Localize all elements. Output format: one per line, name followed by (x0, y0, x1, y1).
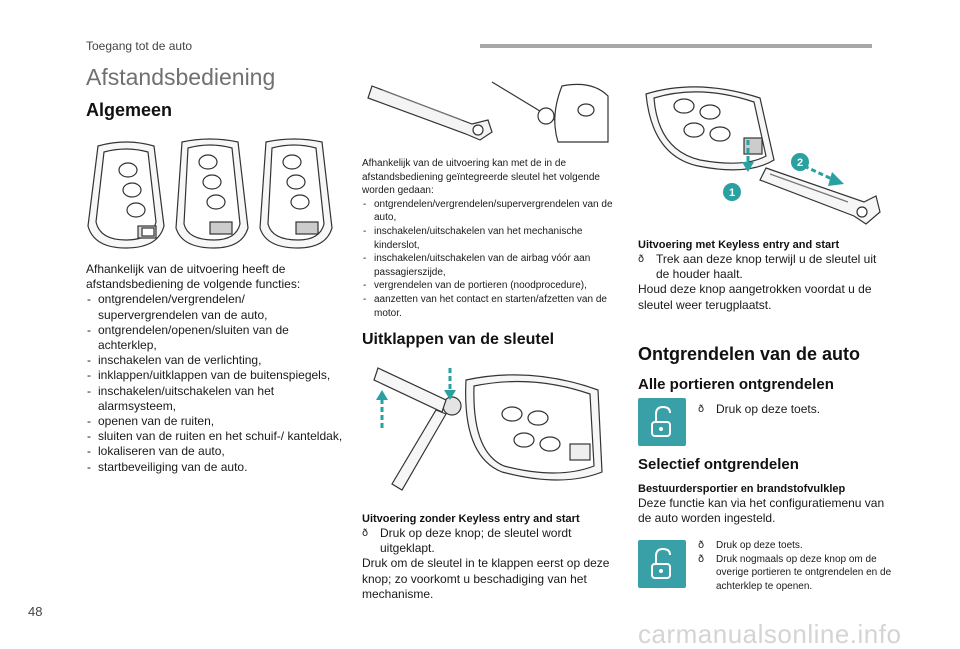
keyless-note: Houd deze knop aangetrokken voordat u de sleutel weer terugplaatst. (638, 282, 872, 312)
selective-label: Bestuurdersportier en brandstofvulklep (638, 483, 846, 495)
header-rule (480, 44, 872, 48)
key-blade-illustration (362, 76, 612, 148)
list-item: - inklappen/uitklappen van de buitenspiegels, (86, 368, 348, 383)
list-item: ð Druk nogmaals op deze knop om de overige portieren te ontgrendelen en de achterklep te openen. (698, 553, 894, 594)
key-unfold-illustration (362, 360, 612, 500)
unlock-button-illustration (638, 398, 686, 446)
list-item: - inschakelen/uitschakelen van het alarmsysteem, (86, 384, 348, 414)
intro-text: Afhankelijk van de uitvoering heeft de afstandsbediening de volgende functies: (86, 262, 301, 292)
remote-keys-icon (86, 136, 346, 251)
list-item: - ontgrendelen/vergrendelen/supervergrendelen van de auto, (362, 198, 614, 225)
step-list (362, 526, 624, 556)
section-uitklappen: Uitklappen van de sleutel (362, 331, 555, 348)
subsection-selectief: Selectief ontgrendelen (638, 456, 799, 473)
list-item: - ontgrendelen/openen/sluiten van de achterklep, (86, 323, 348, 353)
list-item: - startbeveiliging van de auto. (86, 460, 348, 475)
list-item: - inschakelen/uitschakelen van de airbag vóór aan passagierszijde, (362, 252, 614, 279)
page-title: Afstandsbediening (86, 64, 276, 90)
padlock-open-icon (638, 540, 686, 588)
selective-unlock-button-illustration (638, 540, 686, 588)
remote-keys-illustration (86, 136, 346, 251)
section-ontgrendelen: Ontgrendelen van de auto (638, 344, 861, 364)
function-list (86, 292, 348, 474)
list-item: - inschakelen/uitschakelen van het mechanische kinderslot, (362, 225, 614, 252)
list-item: - sluiten van de ruiten en het schuif-/ kanteldak, (86, 429, 348, 444)
list-item: - ontgrendelen/vergrendelen/ supervergrendelen van de auto, (86, 292, 348, 322)
callout-1: 1 (728, 187, 736, 199)
key-function-list (362, 198, 614, 320)
list-item: - vergrendelen van de portieren (noodprocedure), (362, 279, 614, 293)
sub2-step-list (698, 539, 894, 593)
key-intro-text: Afhankelijk van de uitvoering kan met de in de afstandsbediening geïntegreerde sleutel het volgende worden gedaan: (362, 158, 600, 197)
list-item: - inschakelen van de verlichting, (86, 353, 348, 368)
watermark: carmanualsonline.info (638, 619, 902, 649)
key-unfold-icon (362, 360, 612, 500)
sub1-step-list (698, 402, 888, 417)
list-item: - openen van de ruiten, (86, 414, 348, 429)
list-item: ð Druk op deze knop; de sleutel wordt uitgeklapt. (362, 526, 624, 556)
keyless-key-illustration (638, 76, 888, 234)
version-label-no-keyless: Uitvoering zonder Keyless entry and start (362, 513, 580, 525)
list-item: ð Druk op deze toets. (698, 402, 888, 417)
padlock-open-icon (638, 398, 686, 446)
page-number: 48 (28, 604, 43, 619)
keyless-key-icon (638, 76, 888, 234)
fold-note: Druk om de sleutel in te klappen eerst op deze knop; zo voorkomt u beschadiging van het mechanisme. (362, 556, 610, 601)
list-item: - lokaliseren van de auto, (86, 444, 348, 459)
key-icon (362, 76, 612, 148)
list-item: ð Druk op deze toets. (698, 539, 894, 553)
subsection-alle-portieren: Alle portieren ontgrendelen (638, 376, 834, 393)
keyless-step-list (638, 252, 886, 282)
callout-2: 2 (796, 157, 804, 169)
list-item: ð Trek aan deze knop terwijl u de sleutel uit de houder haalt. (638, 252, 886, 282)
list-item: - aanzetten van het contact en starten/afzetten van de motor. (362, 293, 614, 320)
section-algemeen: Algemeen (86, 100, 173, 120)
version-label-keyless: Uitvoering met Keyless entry and start (638, 239, 840, 251)
running-title: Toegang tot de auto (86, 39, 193, 53)
selective-text: Deze functie kan via het configuratiemenu van de auto worden ingesteld. (638, 496, 885, 526)
